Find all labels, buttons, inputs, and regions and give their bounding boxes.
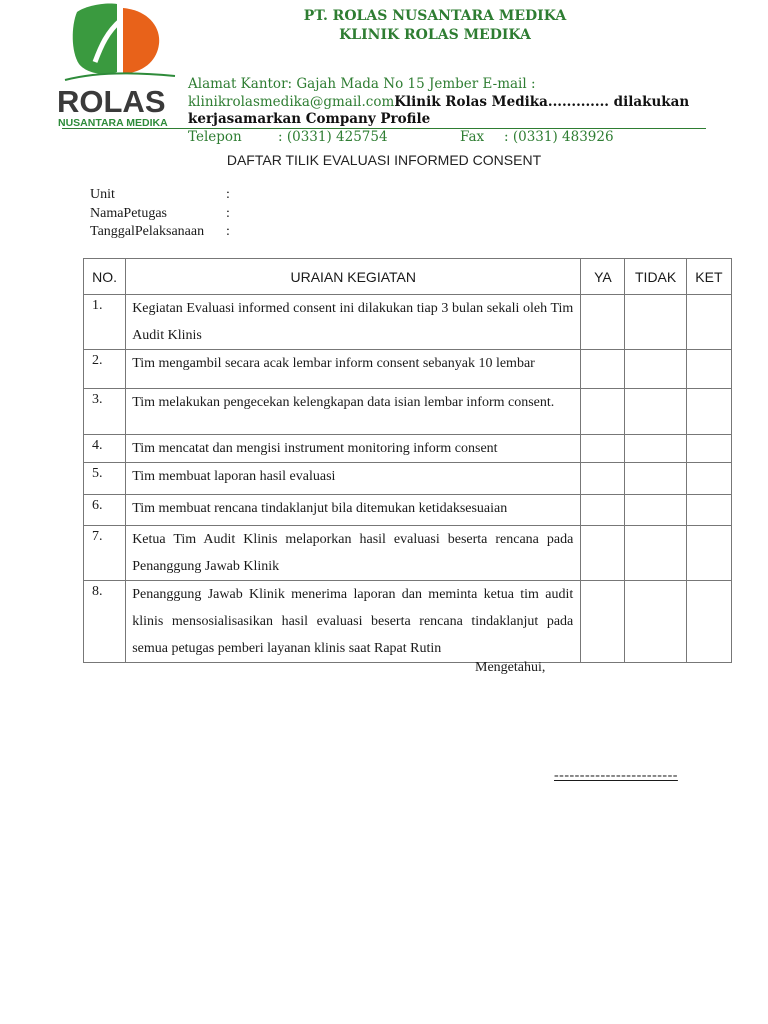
address-line: Alamat Kantor: Gajah Mada No 15 Jember E-mail :	[188, 76, 536, 92]
row-number: 4.	[84, 435, 126, 463]
row-activity: Kegiatan Evaluasi informed consent ini dilakukan tiap 3 bulan sekali oleh Tim Audit Klinis	[126, 295, 581, 350]
ya-cell[interactable]	[581, 526, 625, 581]
tidak-cell[interactable]	[625, 581, 686, 663]
meta-tanggal	[90, 224, 230, 240]
table-row	[84, 495, 732, 526]
phone-label: Telepon	[188, 129, 242, 145]
signature-line: ------------------------	[554, 768, 678, 783]
row-activity: Tim mencatat dan mengisi instrument monitoring inform consent	[126, 435, 581, 463]
header-uraian: URAIAN KEGIATAN	[126, 259, 581, 295]
logo-text-sub: NUSANTARA MEDIKA	[58, 117, 168, 129]
meta-colon: :	[226, 187, 230, 202]
ya-cell[interactable]	[581, 389, 625, 435]
meta-label: TanggalPelaksanaan	[90, 224, 205, 239]
logo-swoosh	[65, 73, 175, 80]
meta-label: Unit	[90, 187, 115, 202]
logo-orange-leaf	[123, 8, 159, 74]
phone-fax-line	[188, 129, 614, 145]
company-name: PT. ROLAS NUSANTARA MEDIKA	[303, 8, 567, 24]
meta-colon: :	[226, 206, 230, 221]
tidak-cell[interactable]	[625, 389, 686, 435]
ya-cell[interactable]	[581, 581, 625, 663]
ket-cell[interactable]	[686, 495, 731, 526]
row-number: 1.	[84, 295, 126, 350]
tidak-cell[interactable]	[625, 463, 686, 495]
ya-cell[interactable]	[581, 295, 625, 350]
header-tidak: TIDAK	[625, 259, 686, 295]
meta-nama-petugas	[90, 206, 230, 222]
header-ya: YA	[581, 259, 625, 295]
ket-cell[interactable]	[686, 435, 731, 463]
table-row	[84, 435, 732, 463]
document-title: DAFTAR TILIK EVALUASI INFORMED CONSENT	[226, 152, 542, 168]
rolas-logo	[55, 2, 185, 130]
phone-value: : (0331) 425754	[278, 129, 388, 145]
address-line-3	[188, 111, 430, 127]
ya-cell[interactable]	[581, 495, 625, 526]
header-no: NO.	[84, 259, 126, 295]
tidak-cell[interactable]	[625, 495, 686, 526]
ket-cell[interactable]	[686, 295, 731, 350]
ya-cell[interactable]	[581, 435, 625, 463]
table-row	[84, 581, 732, 663]
logo-green-leaf	[73, 3, 117, 73]
address-bold-text: Klinik Rolas Medika............. dilakukan	[394, 94, 690, 110]
row-activity: Tim melakukan pengecekan kelengkapan data isian lembar inform consent.	[126, 389, 581, 435]
ket-cell[interactable]	[686, 581, 731, 663]
tidak-cell[interactable]	[625, 435, 686, 463]
ket-cell[interactable]	[686, 526, 731, 581]
header-ket: KET	[686, 259, 731, 295]
row-activity: Tim membuat rencana tindaklanjut bila ditemukan ketidaksesuaian	[126, 495, 581, 526]
meta-label: NamaPetugas	[90, 206, 167, 221]
row-activity: Penanggung Jawab Klinik menerima laporan dan meminta ketua tim audit klinis mensosialisasikan hasil evaluasi beserta rencana tindaklanjut pada semua petugas pemberi layanan klinis saat Rapat Rutin	[126, 581, 581, 663]
meta-colon: :	[226, 224, 230, 239]
row-number: 2.	[84, 350, 126, 389]
ket-cell[interactable]	[686, 463, 731, 495]
row-number: 7.	[84, 526, 126, 581]
row-activity: Ketua Tim Audit Klinis melaporkan hasil evaluasi beserta rencana pada Penanggung Jawab Klinik	[126, 526, 581, 581]
logo-text-main: ROLAS	[57, 84, 166, 119]
fax-value: : (0331) 483926	[504, 129, 614, 145]
ket-cell[interactable]	[686, 389, 731, 435]
ket-cell[interactable]	[686, 350, 731, 389]
table-row	[84, 526, 732, 581]
tidak-cell[interactable]	[625, 526, 686, 581]
row-number: 5.	[84, 463, 126, 495]
row-number: 8.	[84, 581, 126, 663]
row-number: 3.	[84, 389, 126, 435]
address-bold-text-2: kerjasamarkan Company Profile	[188, 111, 431, 127]
table-row	[84, 389, 732, 435]
row-number: 6.	[84, 495, 126, 526]
clinic-name: KLINIK ROLAS MEDIKA	[339, 27, 531, 43]
tidak-cell[interactable]	[625, 350, 686, 389]
fax-label: Fax	[460, 129, 485, 145]
signature-label: Mengetahui,	[475, 660, 546, 675]
table-header-row	[84, 259, 732, 295]
table-row	[84, 295, 732, 350]
tidak-cell[interactable]	[625, 295, 686, 350]
email-address: klinikrolasmedika@gmail.com	[188, 94, 395, 110]
table-row	[84, 463, 732, 495]
evaluation-table	[83, 258, 732, 663]
meta-unit	[90, 187, 230, 203]
row-activity: Tim membuat laporan hasil evaluasi	[126, 463, 581, 495]
ya-cell[interactable]	[581, 463, 625, 495]
row-activity: Tim mengambil secara acak lembar inform consent sebanyak 10 lembar	[126, 350, 581, 389]
table-row	[84, 350, 732, 389]
ya-cell[interactable]	[581, 350, 625, 389]
address-line-2	[188, 94, 689, 110]
